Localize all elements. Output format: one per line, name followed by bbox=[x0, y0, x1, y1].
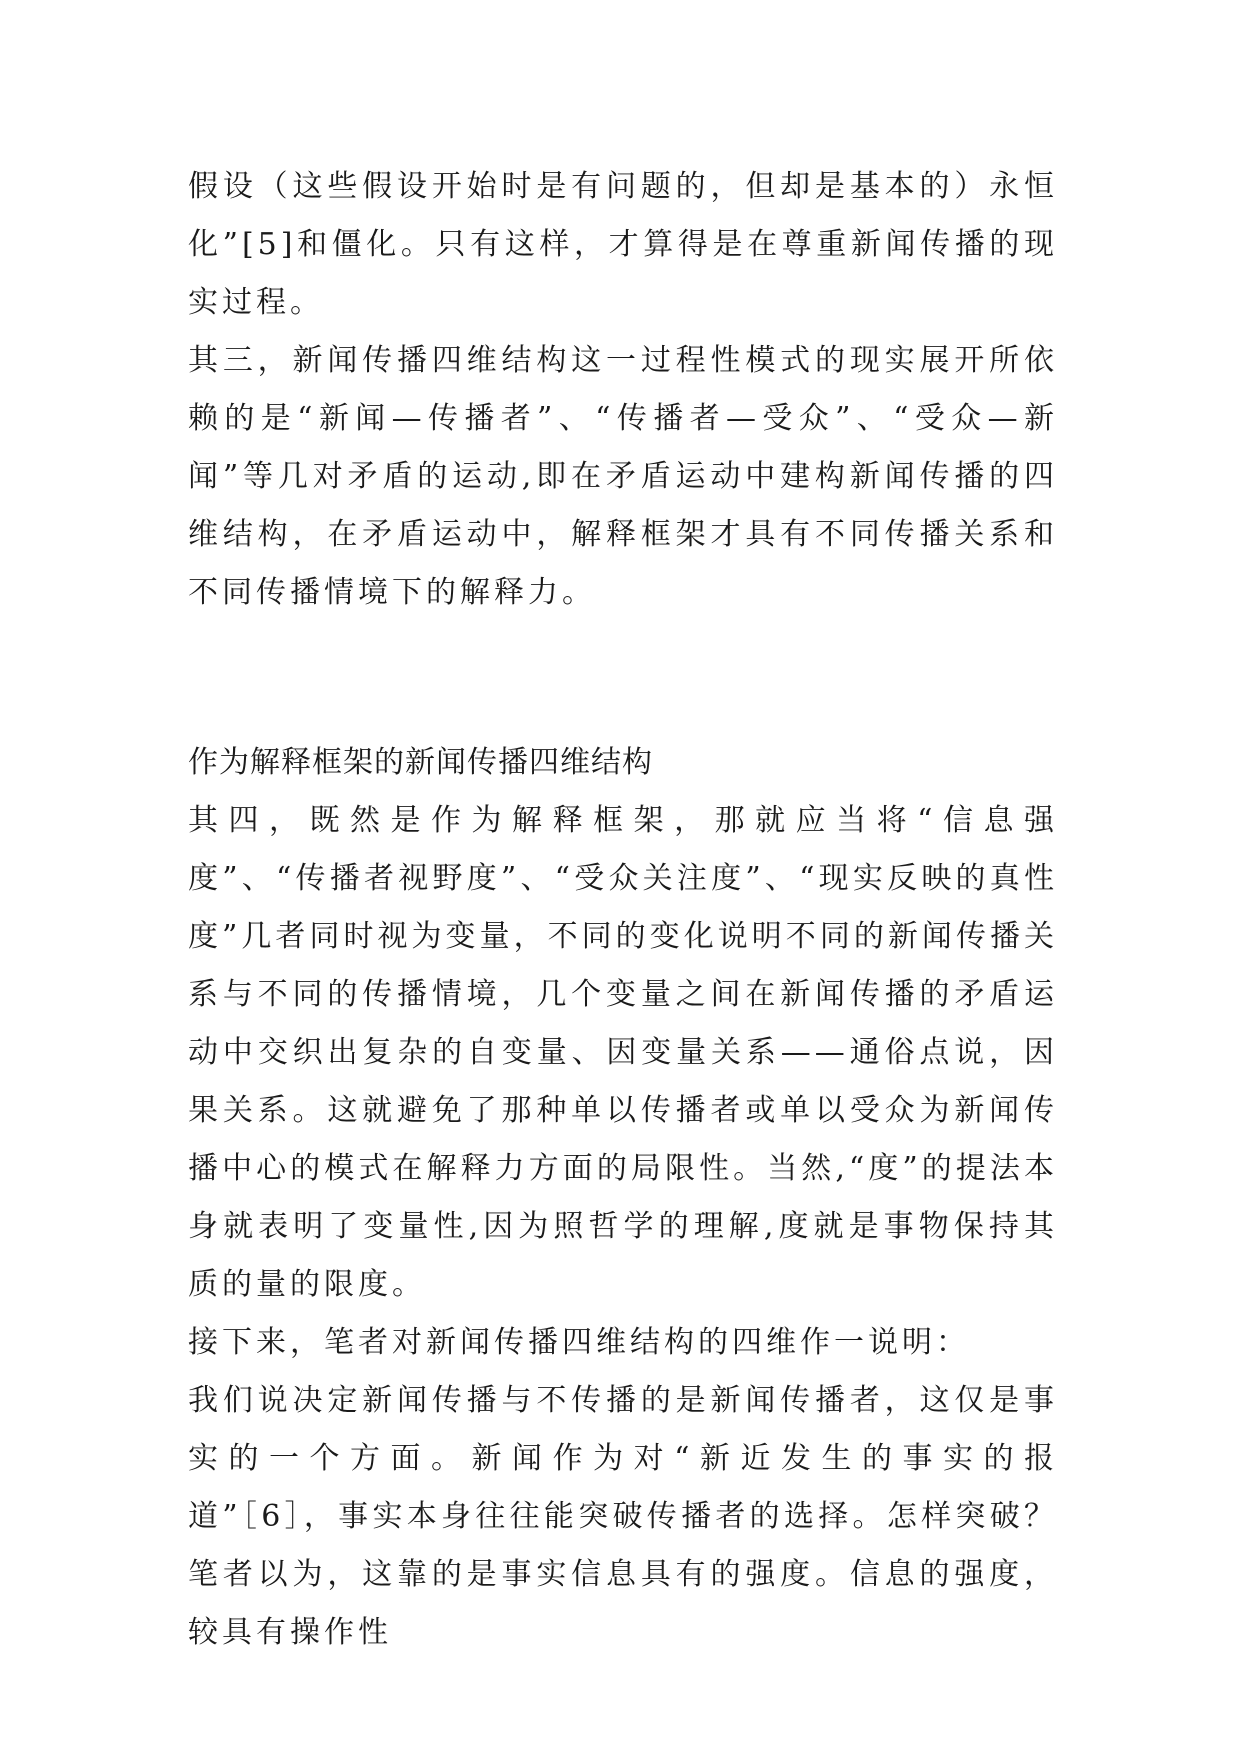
paragraph-information-strength: 我们说决定新闻传播与不传播的是新闻传播者，这仅是事实的一个方面。新闻作为对“新近发生的事实的报道”［6］，事实本身往往能突破传播者的选择。怎样突破？笔者以为，这靠的是事实信息具有的强度。信息的强度，较具有操作性 bbox=[188, 1383, 1058, 1650]
section-one bbox=[188, 158, 1058, 622]
section-two bbox=[188, 734, 1058, 1662]
paragraph-point-three: 其三，新闻传播四维结构这一过程性模式的现实展开所依赖的是“新闻—传播者”、“传播者—受众”、“受众—新闻”等几对矛盾的运动,即在矛盾运动中建构新闻传播的四维结构，在矛盾运动中，解释框架才具有不同传播关系和不同传播情境下的解释力。 bbox=[188, 343, 1058, 610]
paragraph-point-four: 其四，既然是作为解释框架，那就应当将“信息强度”、“传播者视野度”、“受众关注度”、“现实反映的真性度”几者同时视为变量，不同的变化说明不同的新闻传播关系与不同的传播情境，几个变量之间在新闻传播的矛盾运动中交织出复杂的自变量、因变量关系——通俗点说，因果关系。这就避免了那种单以传播者或单以受众为新闻传播中心的模式在解释力方面的局限性。当然,“度”的提法本身就表明了变量性,因为照哲学的理解,度就是事物保持其质的量的限度。 bbox=[188, 803, 1058, 1302]
paragraph-assumption-continuation: 假设（这些假设开始时是有问题的，但却是基本的）永恒化”[5]和僵化。只有这样，才算得是在尊重新闻传播的现实过程。 bbox=[188, 169, 1058, 320]
section-heading: 作为解释框架的新闻传播四维结构 bbox=[188, 745, 653, 780]
paragraph-transition: 接下来，笔者对新闻传播四维结构的四维作一说明： bbox=[188, 1325, 970, 1360]
